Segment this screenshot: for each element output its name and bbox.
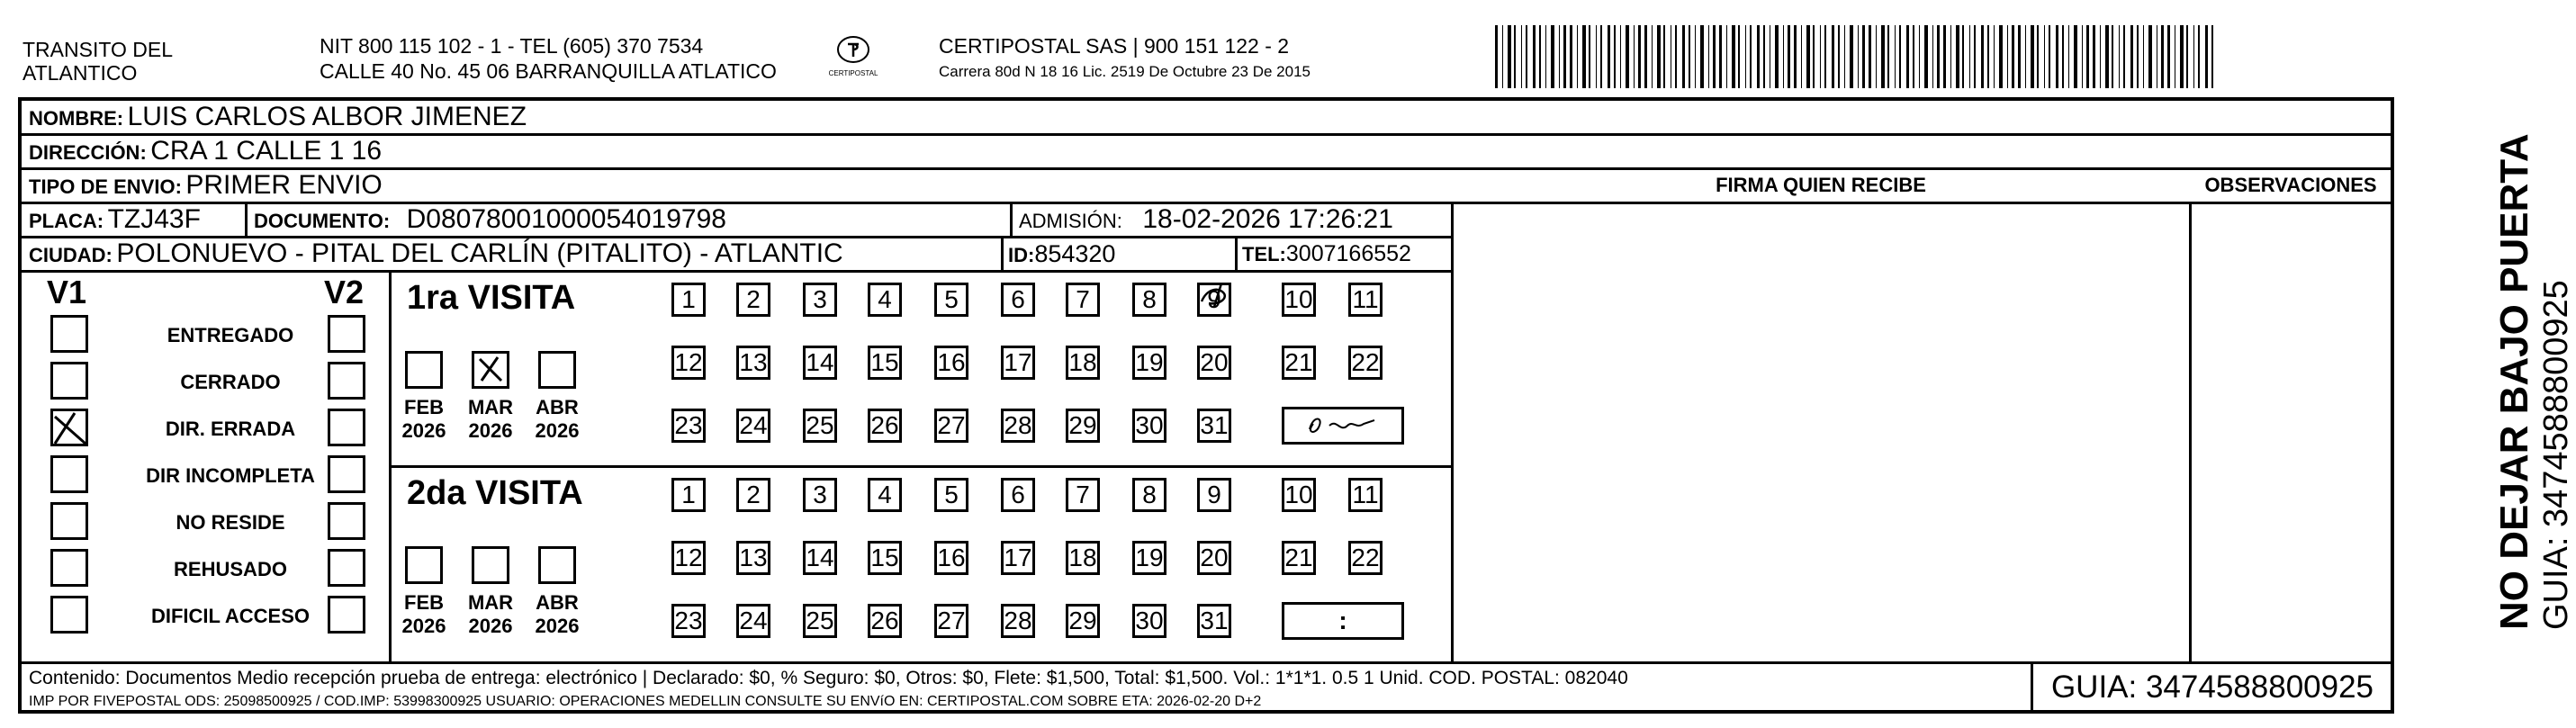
observaciones-header: OBSERVACIONES (2204, 174, 2377, 196)
month-year: 2026 (401, 419, 446, 442)
day-box[interactable]: 15 (868, 541, 902, 575)
day-box[interactable]: 4 (868, 283, 902, 317)
direccion-row (29, 135, 382, 172)
day-box[interactable]: 13 (736, 541, 770, 575)
status-label: DIR. ERRADA (165, 418, 296, 440)
month-name: FEB (404, 396, 444, 418)
day-box[interactable]: 2 (736, 283, 770, 317)
day-box[interactable]: 5 (934, 283, 968, 317)
day-box[interactable]: 4 (868, 478, 902, 512)
courier-line-1: CERTIPOSTAL SAS | 900 151 122 - 2 (939, 34, 1290, 58)
day-box[interactable]: 14 (803, 541, 837, 575)
status-label: ENTREGADO (167, 324, 294, 346)
org-line-2: CALLE 40 No. 45 06 BARRANQUILLA ATLATICO (320, 59, 777, 83)
admision-value: 18-02-2026 17:26:21 (1142, 204, 1393, 234)
day-box[interactable]: 10 (1282, 283, 1316, 317)
month-name: MAR (467, 591, 514, 614)
day-box[interactable]: 23 (671, 409, 706, 443)
v1-checkbox[interactable] (50, 596, 88, 634)
day-box[interactable]: 5 (934, 478, 968, 512)
delivery-form (18, 97, 2394, 714)
v1-checkbox[interactable] (50, 455, 88, 493)
direccion-value: CRA 1 CALLE 1 16 (150, 136, 383, 166)
day-box[interactable]: 6 (1001, 283, 1035, 317)
v2-checkbox[interactable] (328, 315, 365, 353)
day-box[interactable]: 13 (736, 346, 770, 380)
day-box[interactable]: 30 (1132, 604, 1166, 638)
day-box[interactable]: 11 (1348, 283, 1383, 317)
month-label (397, 591, 451, 638)
tipo-envio-label: TIPO DE ENVIO: (29, 175, 182, 198)
day-box[interactable]: 21 (1282, 541, 1316, 575)
month-name: ABR (536, 396, 579, 418)
day-box[interactable]: 31 (1197, 409, 1231, 443)
ciudad-label: CIUDAD: (29, 244, 113, 266)
imp-text: IMP POR FIVEPOSTAL ODS: 25098500925 / COD.IMP: 53998300925 USUARIO: OPERACIONES MEDELLIN CONSULTE SU ENVíO EN: CERTIPOSTAL.COM SOBRE ETA: 2026-02-20 D+2 (29, 694, 1262, 709)
day-box[interactable]: 20 (1197, 541, 1231, 575)
certipostal-logo (826, 34, 880, 81)
month-name: ABR (536, 591, 579, 614)
day-box[interactable] (1197, 283, 1231, 317)
day-box[interactable]: 22 (1348, 346, 1383, 380)
day-box[interactable]: 26 (868, 409, 902, 443)
documento-value: D08078001000054019798 (406, 204, 726, 234)
side-warning: NO DEJAR BAJO PUERTA (2492, 133, 2536, 630)
day-box[interactable]: 28 (1001, 604, 1035, 638)
barcode (1495, 25, 2218, 88)
day-box[interactable]: 20 (1197, 346, 1231, 380)
month-label (530, 591, 584, 638)
ciudad-cell (29, 238, 843, 274)
admision-label: ADMISIÓN: (1019, 210, 1122, 232)
day-box[interactable]: 6 (1001, 478, 1035, 512)
v2-checkbox[interactable] (328, 409, 365, 446)
v1-checkbox[interactable] (50, 409, 88, 446)
day-box[interactable]: 3 (803, 283, 837, 317)
day-box[interactable]: 1 (671, 283, 706, 317)
month-label (397, 396, 451, 443)
day-number: 9 (1207, 285, 1221, 313)
v1-checkbox[interactable] (50, 315, 88, 353)
month-checkbox[interactable] (538, 351, 576, 389)
visit-title: 1ra VISITA (407, 279, 576, 317)
v2-checkbox[interactable] (328, 502, 365, 540)
direccion-label: DIRECCIÓN: (29, 141, 147, 164)
nombre-row (29, 101, 527, 138)
status-label: DIR INCOMPLETA (146, 464, 315, 487)
v2-header: V2 (324, 274, 365, 310)
day-box[interactable]: 25 (803, 409, 837, 443)
day-box[interactable]: 2 (736, 478, 770, 512)
day-box[interactable]: 17 (1001, 346, 1035, 380)
id-label: ID: (1008, 244, 1035, 266)
day-box[interactable]: 31 (1197, 604, 1231, 638)
day-box[interactable]: 29 (1066, 409, 1100, 443)
day-box[interactable]: 10 (1282, 478, 1316, 512)
month-year: 2026 (401, 615, 446, 637)
tipo-envio-row (29, 169, 383, 206)
day-box[interactable]: 28 (1001, 409, 1035, 443)
v1-checkbox[interactable] (50, 502, 88, 540)
time-box[interactable] (1282, 602, 1404, 640)
day-box[interactable]: 24 (736, 604, 770, 638)
month-checkbox[interactable] (472, 351, 509, 389)
month-name: MAR (467, 396, 514, 418)
placa-value: TZJ43F (107, 204, 201, 234)
day-box[interactable]: 23 (671, 604, 706, 638)
side-notice (2493, 133, 2576, 630)
ciudad-value: POLONUEVO - PITAL DEL CARLÍN (PITALITO) - ATLANTIC (116, 238, 843, 268)
month-year: 2026 (468, 419, 513, 442)
month-year: 2026 (468, 615, 513, 637)
month-label (464, 591, 518, 638)
status-label: DIFICIL ACCESO (150, 605, 310, 627)
logo-text: CERTIPOSTAL (828, 69, 878, 77)
documento-cell (254, 203, 726, 240)
day-box[interactable]: 21 (1282, 346, 1316, 380)
status-label: NO RESIDE (176, 511, 285, 534)
org-name: TRANSITO DEL ATLANTICO (23, 38, 173, 85)
tel-label: TEL: (1242, 243, 1286, 265)
month-checkbox[interactable] (538, 546, 576, 584)
day-box[interactable]: 8 (1132, 478, 1166, 512)
admision-cell (1019, 203, 1393, 240)
month-year: 2026 (535, 615, 580, 637)
v1-checkbox[interactable] (50, 362, 88, 400)
day-box[interactable]: 7 (1066, 283, 1100, 317)
day-box[interactable]: 27 (934, 604, 968, 638)
handwritten-mark-icon (1196, 280, 1236, 314)
firma-header: FIRMA QUIEN RECIBE (1716, 174, 1926, 196)
day-box[interactable]: 19 (1132, 346, 1166, 380)
day-box[interactable]: 1 (671, 478, 706, 512)
month-checkbox[interactable] (405, 351, 443, 389)
v2-checkbox[interactable] (328, 549, 365, 587)
placa-cell (29, 203, 201, 240)
month-name: FEB (404, 591, 444, 614)
day-box[interactable]: 30 (1132, 409, 1166, 443)
day-box[interactable]: 18 (1066, 541, 1100, 575)
month-label (530, 396, 584, 443)
status-label: CERRADO (180, 371, 281, 393)
day-box[interactable]: 16 (934, 541, 968, 575)
signature-scribble-icon (1293, 409, 1392, 442)
id-value: 854320 (1034, 240, 1116, 267)
contenido-text: Contenido: Documentos Medio recepción prueba de entrega: electrónico | Declarado: $0, % Seguro: $0, Otros: $0, Flete: $1,500, Total: $1,500. Vol.: 1*1*1. 0.5 1 Unid. COD. POSTAL: 082040 (29, 668, 1628, 688)
day-box[interactable]: 15 (868, 346, 902, 380)
v2-checkbox[interactable] (328, 362, 365, 400)
placa-label: PLACA: (29, 210, 104, 232)
time-value: : (1338, 607, 1347, 634)
visit-title: 2da VISITA (407, 474, 583, 512)
day-box[interactable]: 3 (803, 478, 837, 512)
month-label (464, 396, 518, 443)
day-box[interactable]: 22 (1348, 541, 1383, 575)
side-guia: GUIA: 3474588800925 (2537, 280, 2575, 630)
day-box[interactable]: 9 (1197, 478, 1231, 512)
v1-checkbox[interactable] (50, 549, 88, 587)
status-label: REHUSADO (174, 558, 287, 580)
day-box[interactable]: 29 (1066, 604, 1100, 638)
guia-footer: GUIA: 3474588800925 (2050, 670, 2374, 705)
nombre-label: NOMBRE: (29, 107, 124, 130)
documento-label: DOCUMENTO: (254, 210, 391, 232)
day-box[interactable]: 27 (934, 409, 968, 443)
tel-cell (1242, 238, 1411, 274)
day-box[interactable]: 25 (803, 604, 837, 638)
v1-header: V1 (47, 274, 87, 310)
day-box[interactable]: 12 (671, 346, 706, 380)
month-year: 2026 (535, 419, 580, 442)
day-box[interactable]: 12 (671, 541, 706, 575)
day-box[interactable]: 19 (1132, 541, 1166, 575)
v2-checkbox[interactable] (328, 455, 365, 493)
month-checkbox[interactable] (405, 546, 443, 584)
day-box[interactable]: 24 (736, 409, 770, 443)
day-box[interactable]: 26 (868, 604, 902, 638)
id-cell (1008, 238, 1115, 274)
time-box[interactable] (1282, 407, 1404, 445)
month-checkbox[interactable] (472, 546, 509, 584)
day-box[interactable]: 14 (803, 346, 837, 380)
logo-icon (835, 34, 871, 65)
tel-value: 3007166552 (1285, 241, 1411, 266)
day-box[interactable]: 8 (1132, 283, 1166, 317)
day-box[interactable]: 18 (1066, 346, 1100, 380)
v2-checkbox[interactable] (328, 596, 365, 634)
nombre-value: LUIS CARLOS ALBOR JIMENEZ (127, 102, 527, 131)
tipo-envio-value: PRIMER ENVIO (185, 170, 383, 200)
courier-line-2: Carrera 80d N 18 16 Lic. 2519 De Octubre 23 De 2015 (939, 63, 1311, 80)
check-mark-icon (474, 354, 507, 386)
day-box[interactable]: 16 (934, 346, 968, 380)
day-box[interactable]: 11 (1348, 478, 1383, 512)
check-mark-icon (53, 411, 89, 447)
day-box[interactable]: 17 (1001, 541, 1035, 575)
org-line-1: NIT 800 115 102 - 1 - TEL (605) 370 7534 (320, 34, 704, 58)
day-box[interactable]: 7 (1066, 478, 1100, 512)
